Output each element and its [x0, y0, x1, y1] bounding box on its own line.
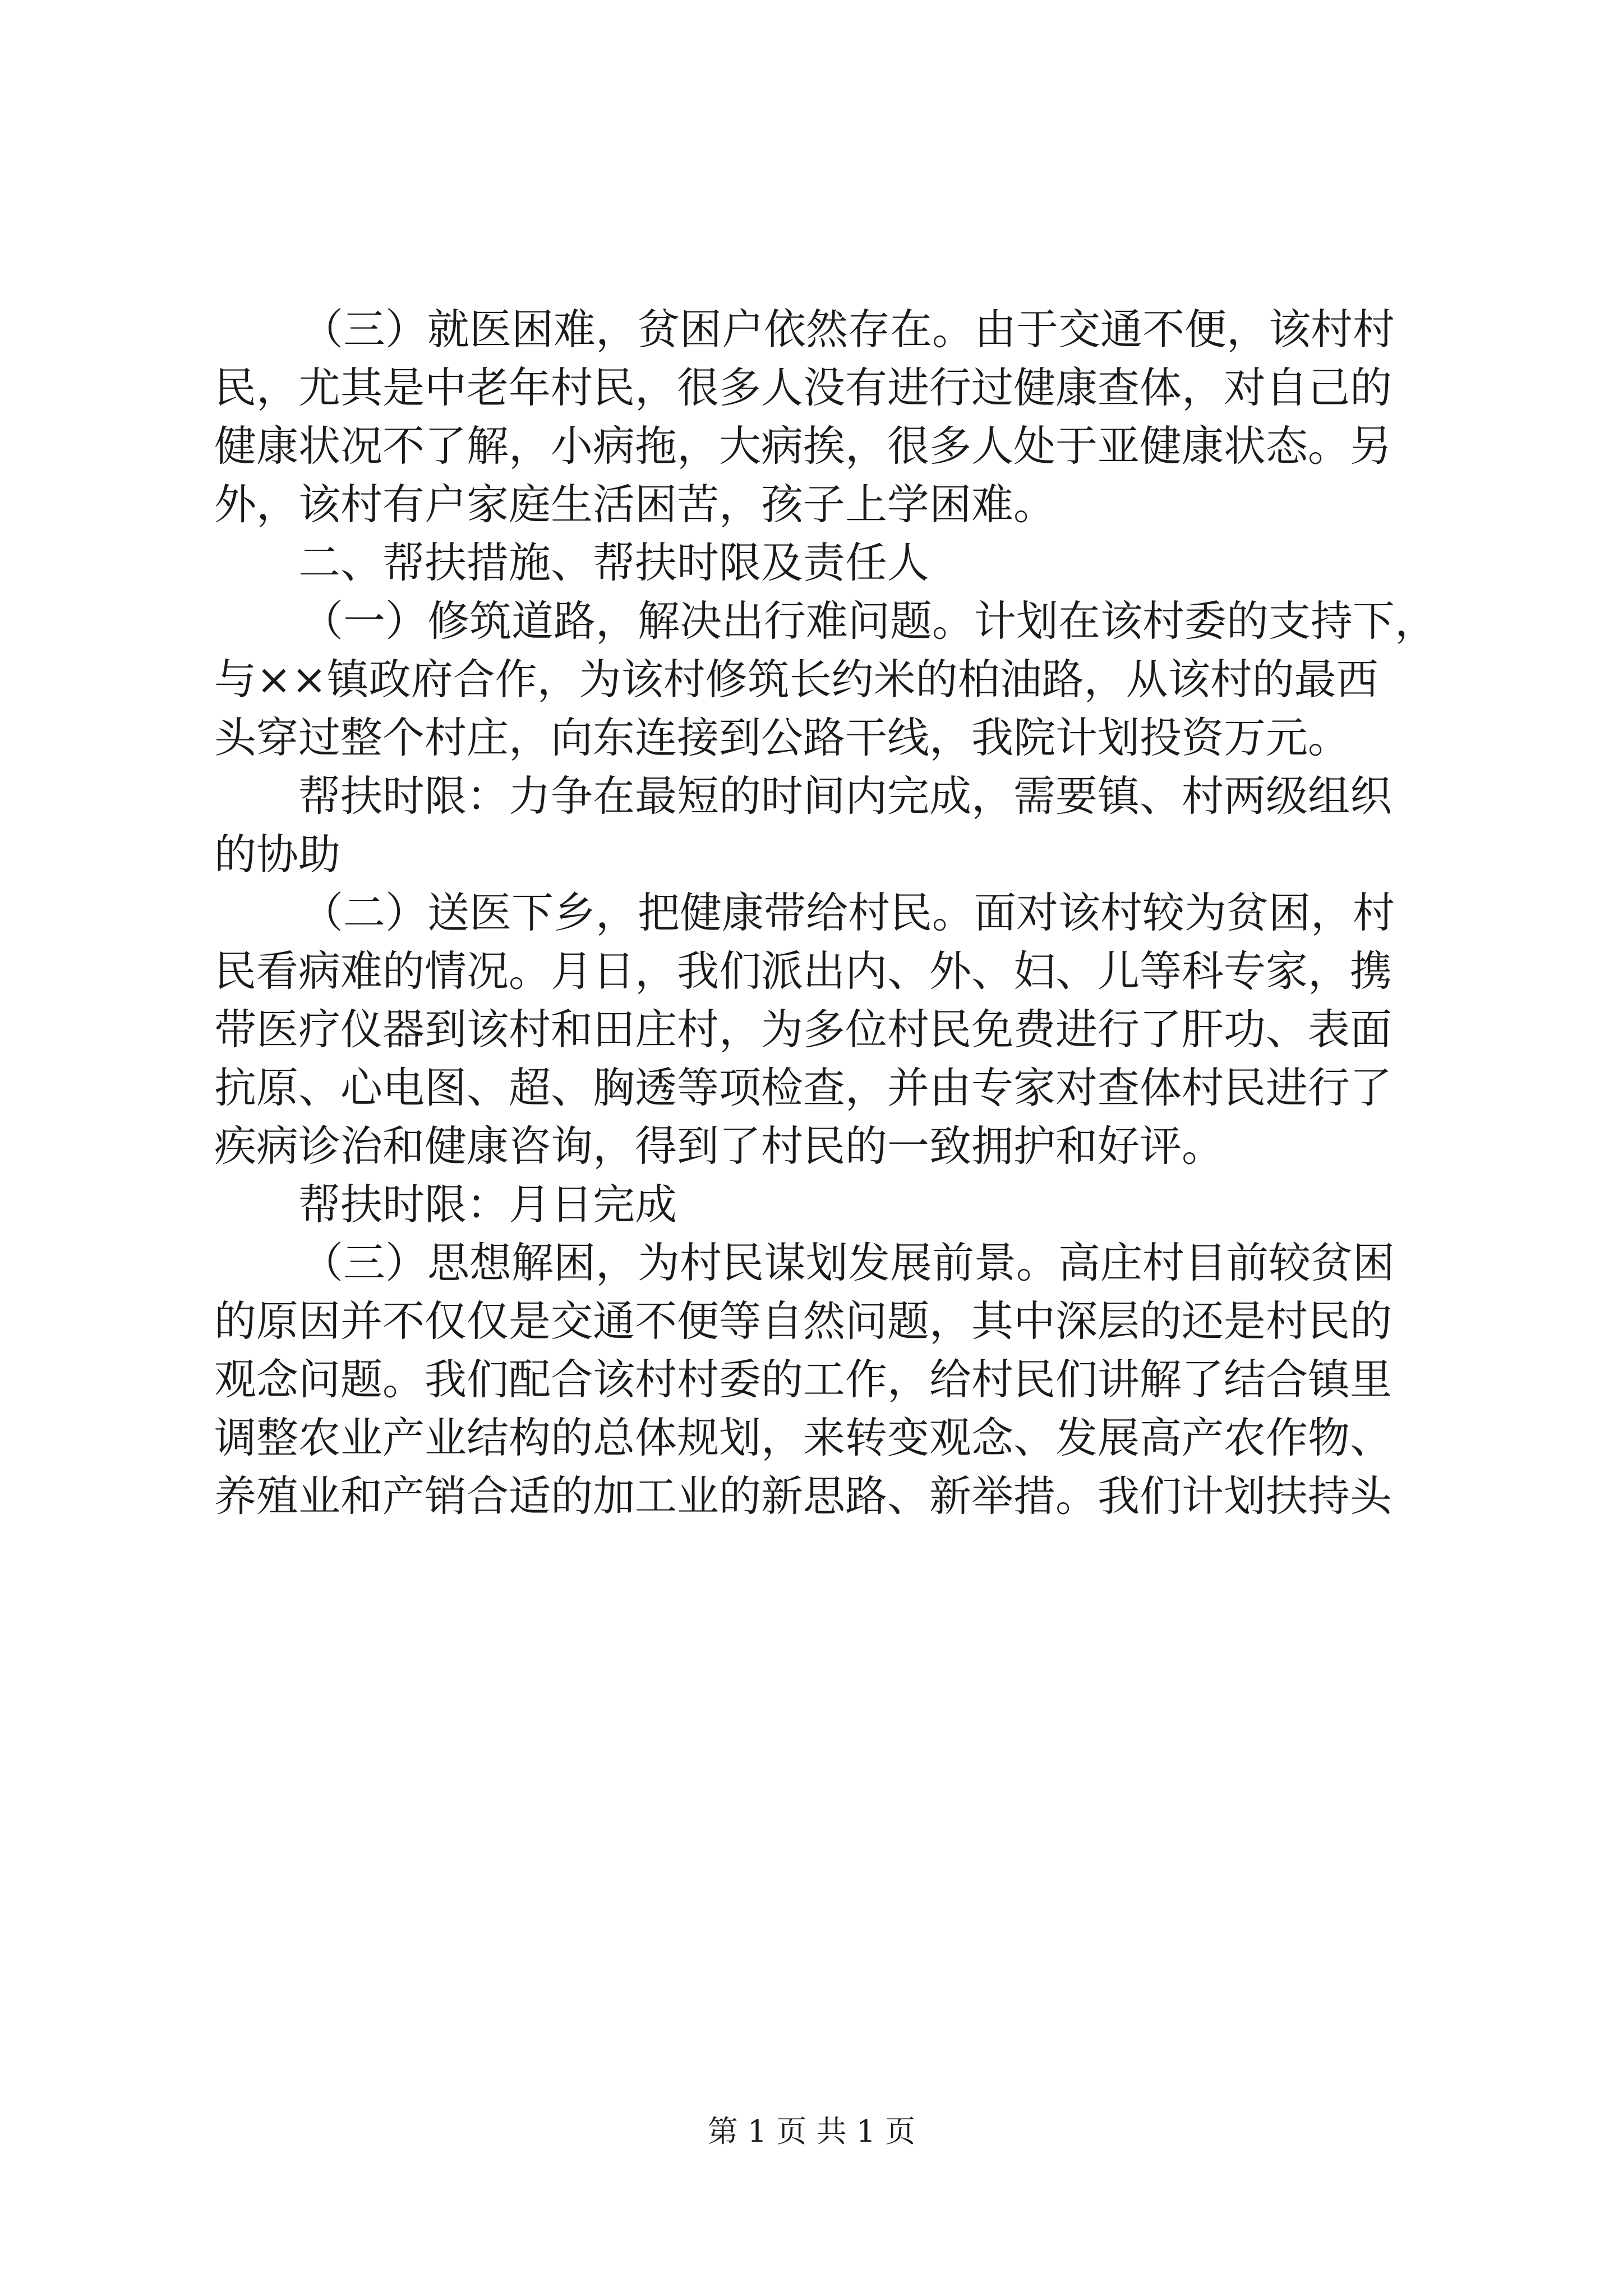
document-body [214, 300, 1437, 1525]
paragraph-line: 带医疗仪器到该村和田庄村，为多位村民免费进行了肝功、表面 [214, 1005, 1393, 1054]
paragraph-line: 民，尤其是中老年村民，很多人没有进行过健康查体，对自己的 [214, 363, 1393, 412]
paragraph-line: 观念问题。我们配合该村村委的工作，给村民们讲解了结合镇里 [214, 1355, 1393, 1404]
paragraph-line: 民看病难的情况。月日，我们派出内、外、妇、儿等科专家，携 [214, 946, 1393, 996]
paragraph-line: 头穿过整个村庄，向东连接到公路干线，我院计划投资万元。 [214, 713, 1350, 762]
paragraph-line: （三）思想解困，为村民谋划发展前景。高庄村目前较贫困 [301, 1238, 1395, 1287]
paragraph-line: （三）就医困难，贫困户依然存在。由于交通不便，该村村 [301, 305, 1395, 354]
section-heading: 二、帮扶措施、帮扶时限及责任人 [298, 538, 930, 587]
paragraph-line: 疾病诊治和健康咨询，得到了村民的一致拥护和好评。 [214, 1121, 1224, 1171]
paragraph-line: 健康状况不了解，小病拖，大病挨，很多人处于亚健康状态。另 [214, 421, 1393, 471]
paragraph-line: 的原因并不仅仅是交通不便等自然问题，其中深层的还是村民的 [214, 1296, 1393, 1346]
paragraph-line: 养殖业和产销合适的加工业的新思路、新举措。我们计划扶持头 [214, 1471, 1393, 1521]
paragraph-line: 外，该村有户家庭生活困苦，孩子上学困难。 [214, 480, 1056, 529]
paragraph-line: 帮扶时限：力争在最短的时间内完成，需要镇、村两级组织 [298, 771, 1393, 821]
paragraph-line: 的协助 [214, 830, 341, 879]
paragraph-line: （二）送医下乡，把健康带给村民。面对该村较为贫困，村 [301, 888, 1395, 937]
paragraph-line: （一）修筑道路，解决出行难问题。计划在该村委的支持下， [301, 596, 1437, 646]
page-number-footer: 第 1 页 共 1 页 [707, 2114, 916, 2149]
paragraph-line: 抗原、心电图、超、胸透等项检查，并由专家对查体村民进行了 [214, 1063, 1393, 1112]
paragraph-line: 调整农业产业结构的总体规划，来转变观念、发展高产农作物、 [214, 1413, 1393, 1462]
paragraph-line: 帮扶时限：月日完成 [298, 1180, 677, 1229]
paragraph-line: 与××镇政府合作，为该村修筑长约米的柏油路，从该村的最西 [214, 655, 1378, 704]
